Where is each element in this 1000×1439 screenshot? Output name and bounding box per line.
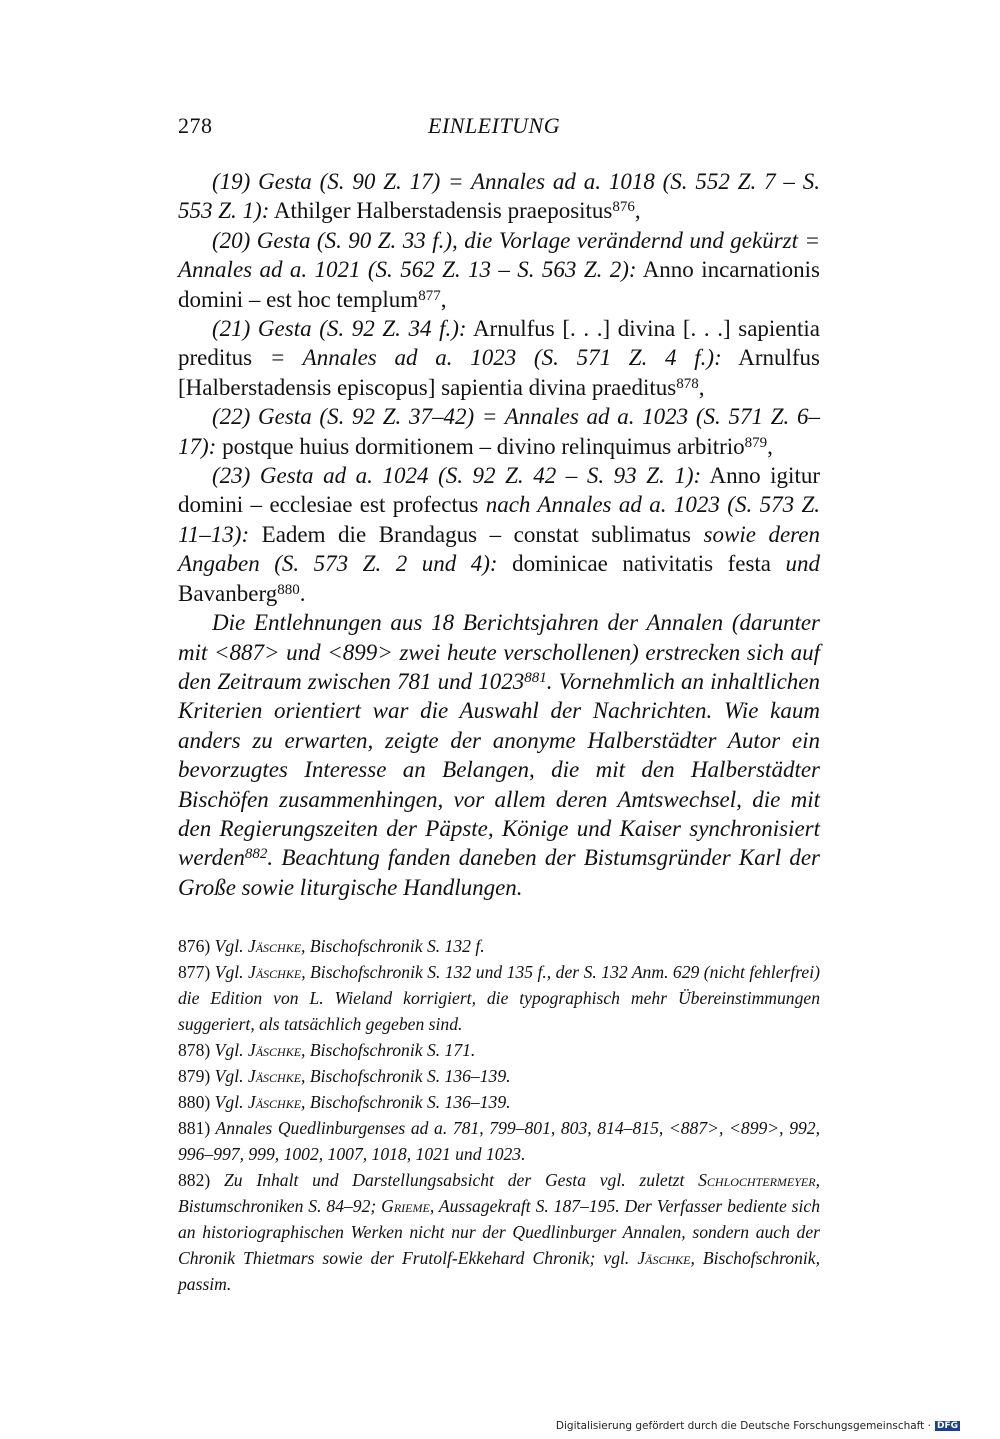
entry-ref: (21) Gesta (S. 92 Z. 34 f.): — [212, 316, 467, 342]
entry-20: (20) Gesta (S. 90 Z. 33 f.), die Vorlage verändernd und gekürzt = Annales ad a. 1021 (S. 562 Z. 13 – S. 563 Z. 2): Anno incarnationis domini – est hoc templum$^{877}$, — [178, 227, 820, 312]
entry-quote: postque huius dormitionem – divino relinquimus arbitrio — [216, 433, 745, 459]
footnote-marker[interactable]: 878 — [676, 375, 699, 392]
entry-quote: dominicae nativitatis festa — [497, 551, 786, 577]
main-text — [178, 167, 820, 902]
entry-ref: (22) Gesta (S. 92 Z. 37–42) = Annales ad a. 1023 (S. 571 Z. 6–17): — [178, 404, 820, 459]
footnote-number: 880) — [178, 1092, 211, 1112]
footnote-marker[interactable]: 881 — [524, 669, 547, 686]
footnote-881: 881) Annales Quedlinburgenses ad a. 781, 799–801, 803, 814–815, <887>, <899>, 992, 996–997, 999, 1002, 1007, 1018, 1021 und 1023. — [178, 1118, 820, 1164]
entry-quote: Bavanberg — [178, 580, 278, 606]
entry-22: (22) Gesta (S. 92 Z. 37–42) = Annales ad a. 1023 (S. 571 Z. 6–17): postque huius dormitionem – divino relinquimus arbitrio$^{879}$, — [178, 404, 820, 459]
footnote-880: 880) Vgl. Jäschke, Bischofschronik S. 136–139. — [178, 1092, 511, 1112]
digitization-credit: Digitalisierung gefördert durch die Deutsche Forschungsgemeinschaft · DFG — [555, 1420, 958, 1432]
footnote-number: 878) — [178, 1040, 211, 1060]
entry-21: (21) Gesta (S. 92 Z. 34 f.): Arnulfus [. . .] divina [. . .] sapientia preditus = Annales ad a. 1023 (S. 571 Z. 4 f.): Arnulfus [Halberstadensis episcopus] sapientia divina praeditus$^{878}$, — [178, 316, 821, 400]
author-name: Jäschke — [637, 1248, 691, 1268]
footnote-number: 882) — [178, 1170, 211, 1190]
author-name: Jäschke — [247, 1066, 302, 1086]
footnote-number: 879) — [178, 1066, 211, 1086]
entry-quote: Anno igitur domini – ecclesiae est profectus — [178, 463, 820, 518]
entry-quote: Athilger Halberstadensis praepositus — [269, 198, 613, 224]
entry-ref: (23) Gesta ad a. 1024 (S. 92 Z. 42 – S. 93 Z. 1): — [212, 463, 702, 489]
page-number: 278 — [178, 113, 213, 138]
entry-ref: (20) Gesta (S. 90 Z. 33 f.), die Vorlage verändernd und gekürzt = Annales ad a. 1021 (S. 562 Z. 13 – S. 563 Z. 2): — [178, 227, 820, 283]
footnotes — [178, 933, 820, 1297]
running-title: EINLEITUNG — [428, 113, 561, 138]
footnote-879: 879) Vgl. Jäschke, Bischofschronik S. 136–139. — [178, 1066, 511, 1086]
entry-ref: = Annales ad a. 1023 (S. 571 Z. 4 f.): — [269, 345, 722, 371]
footnote-marker[interactable]: 876 — [612, 199, 635, 216]
footnote-number: 881) — [178, 1118, 211, 1138]
footnote-882: 882) Zu Inhalt und Darstellungsabsicht der Gesta vgl. zuletzt Schlochtermeyer, Bistumschroniken S. 84–92; Grieme, Aussagekraft S. 187–195. Der Verfasser bediente sich an historiographischen Werken nicht nur der Quedlinburger Annalen, sondern auch der Chronik Thietmars sowie der Frutolf-Ekkehard Chronik; vgl. Jäschke, Bischofschronik, passim. — [178, 1170, 820, 1294]
footnote-marker[interactable]: 882 — [244, 846, 268, 863]
entry-quote: Eadem die Brandagus – constat sublimatus — [249, 521, 704, 547]
author-name: Grieme — [381, 1196, 430, 1216]
entry-quote: Arnulfus [Halberstadensis episcopus] sapientia divina praeditus — [178, 345, 820, 400]
entry-ref: und — [785, 551, 821, 577]
entry-quote: Anno incarnationis domini – est hoc templum — [178, 257, 820, 312]
footnote-marker[interactable]: 877 — [418, 287, 441, 304]
footnote-marker[interactable]: 879 — [744, 434, 768, 451]
author-name: Jäschke — [248, 962, 302, 982]
entry-ref: sowie deren Angaben (S. 573 Z. 2 und 4): — [178, 521, 820, 577]
entry-19: (19) Gesta (S. 90 Z. 17) = Annales ad a. 1018 (S. 552 Z. 7 – S. 553 Z. 1): Athilger Halberstadensis praepositus$^{876}$, — [178, 169, 820, 224]
footnote-marker[interactable]: 880 — [277, 581, 300, 598]
entry-ref: nach Annales ad a. 1023 (S. 573 Z. 11–13): — [178, 492, 821, 547]
footnote-number: 876) — [178, 936, 211, 956]
author-name: Jäschke — [247, 1092, 302, 1112]
author-name: Jäschke — [247, 936, 302, 956]
body-paragraph: Die Entlehnungen aus 18 Berichtsjahren der Annalen (darunter mit <887> und <899> zwei heute verschollenen) erstrecken sich auf den Zeitraum zwischen 781 und 1023$^{881}$. Vornehmlich an inhaltlichen Kriterien orientiert war die Auswahl der Nachrichten. Wie kaum anders zu erwarten, zeigte der anonyme Halberstädter Autor ein bevorzugtes Interesse an Belangen, die mit den Halberstädter Bischöfen zusammenhingen, vor allem deren Amtswechsel, die mit den Regierungszeiten der Päpste, Könige und Kaiser synchronisiert werden$^{882}$. Beachtung fanden daneben der Bistumsgründer Karl der Große sowie liturgische Handlungen. — [178, 610, 820, 900]
entry-ref: (19) Gesta (S. 90 Z. 17) = Annales ad a. 1018 (S. 552 Z. 7 – S. 553 Z. 1): — [178, 169, 820, 224]
entry-23: (23) Gesta ad a. 1024 (S. 92 Z. 42 – S. 93 Z. 1): Anno igitur domini – ecclesiae est profectus nach Annales ad a. 1023 (S. 573 Z. 11–13): Eadem die Brandagus – constat sublimatus sowie deren Angaben (S. 573 Z. 2 und 4): dominicae nativitatis festa und Bavanberg$^{880}$. — [178, 463, 821, 606]
author-name: Schlochtermeyer — [698, 1170, 816, 1190]
footnote-number: 877) — [178, 962, 211, 982]
footnote-878: 878) Vgl. Jäschke, Bischofschronik S. 171. — [178, 1040, 476, 1060]
author-name: Jäschke — [247, 1040, 302, 1060]
entry-quote: Arnulfus [. . .] divina [. . .] sapientia preditus — [178, 316, 821, 371]
footnote-877: 877) Vgl. Jäschke, Bischofschronik S. 132 und 135 f., der S. 132 Anm. 629 (nicht fehlerfrei) die Edition von L. Wieland korrigiert, die typographisch mehr Übereinstimmungen suggeriert, als tatsächlich gegeben sind. — [178, 962, 820, 1034]
footnote-876: 876) Vgl. Jäschke, Bischofschronik S. 132 f. — [178, 936, 485, 956]
dfg-logo: DFG — [936, 1421, 958, 1431]
